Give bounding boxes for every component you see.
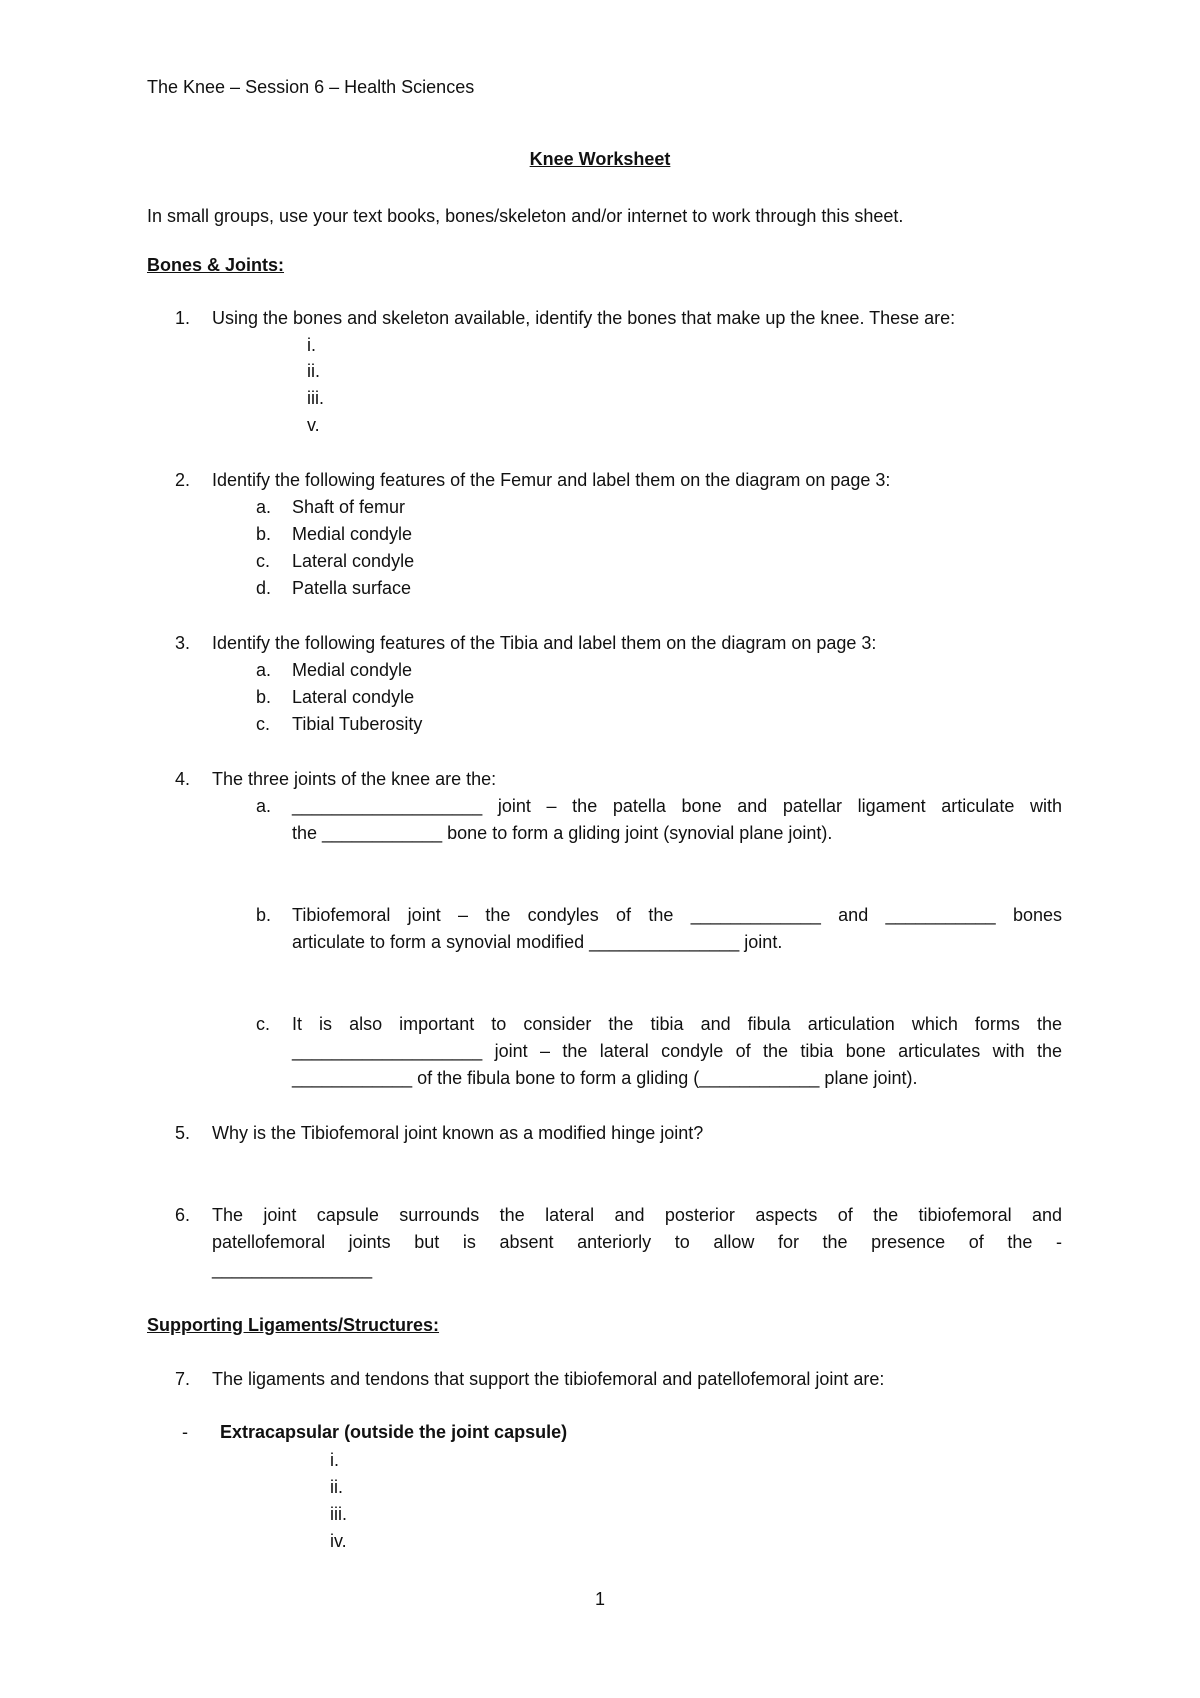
list-letter: c.: [256, 714, 271, 734]
section-heading-bones-joints: Bones & Joints:: [147, 255, 285, 275]
list-item: Medial condyle: [292, 660, 413, 680]
question-number: 4.: [175, 769, 191, 789]
question-1-text: Using the bones and skeleton available, identify the bones that make up the knee. These are:: [212, 308, 956, 328]
question-number: 2.: [175, 470, 191, 490]
list-letter: b.: [256, 905, 272, 925]
page-title: Knee Worksheet: [529, 149, 671, 169]
list-item: Lateral condyle: [292, 687, 415, 707]
list-item: Shaft of femur: [292, 497, 406, 517]
joint-a-line: ___________________ joint – the patella bone and patellar ligament articulate with: [292, 796, 1062, 816]
joint-c-line: ___________________ joint – the lateral condyle of the tibia bone articulates with the: [292, 1041, 1062, 1061]
question-number: 6.: [175, 1205, 191, 1225]
question-6-line: patellofemoral joints but is absent anteriorly to allow for the presence of the -: [212, 1232, 1062, 1252]
question-3-text: Identify the following features of the Tibia and label them on the diagram on page 3:: [212, 633, 877, 653]
joint-c-line: ____________ of the fibula bone to form a gliding (____________ plane joint).: [292, 1068, 918, 1088]
list-item: Lateral condyle: [292, 551, 415, 571]
list-letter: a.: [256, 497, 272, 517]
list-item: Patella surface: [292, 578, 412, 598]
answer-item-numeral: ii.: [307, 361, 320, 381]
answer-item-numeral: v.: [307, 415, 320, 435]
list-item: Tibial Tuberosity: [292, 714, 423, 734]
list-letter: b.: [256, 524, 272, 544]
answer-item-numeral: iii.: [330, 1504, 347, 1524]
question-number: 1.: [175, 308, 191, 328]
list-letter: a.: [256, 796, 272, 816]
list-item: Medial condyle: [292, 524, 413, 544]
question-5-text: Why is the Tibiofemoral joint known as a modified hinge joint?: [212, 1123, 704, 1143]
answer-item-numeral: i.: [330, 1450, 339, 1470]
question-number: 7.: [175, 1369, 191, 1389]
joint-a-line: the ____________ bone to form a gliding joint (synovial plane joint).: [292, 823, 833, 843]
question-4-text: The three joints of the knee are the:: [212, 769, 497, 789]
bullet-dash: -: [182, 1422, 188, 1442]
question-7-text: The ligaments and tendons that support the tibiofemoral and patellofemoral joint are:: [212, 1369, 885, 1389]
list-letter: a.: [256, 660, 272, 680]
section-heading-ligaments: Supporting Ligaments/Structures:: [147, 1315, 440, 1335]
joint-b-line: Tibiofemoral joint – the condyles of the _____________ and ___________ bones: [292, 905, 1062, 925]
question-6-line: The joint capsule surrounds the lateral and posterior aspects of the tibiofemoral and: [212, 1205, 1062, 1225]
list-letter: c.: [256, 551, 271, 571]
question-2-text: Identify the following features of the Femur and label them on the diagram on page 3:: [212, 470, 891, 490]
answer-item-numeral: ii.: [330, 1477, 343, 1497]
running-header: The Knee – Session 6 – Health Sciences: [147, 77, 475, 97]
list-letter: c.: [256, 1014, 271, 1034]
page-number: 1: [594, 1589, 605, 1609]
joint-b-line: articulate to form a synovial modified _______________ joint.: [292, 932, 783, 952]
answer-item-numeral: iii.: [307, 388, 324, 408]
question-number: 5.: [175, 1123, 191, 1143]
list-letter: d.: [256, 578, 272, 598]
list-letter: b.: [256, 687, 272, 707]
question-number: 3.: [175, 633, 191, 653]
joint-c-line: It is also important to consider the tibia and fibula articulation which forms the: [292, 1014, 1062, 1034]
question-6-blank: ________________: [212, 1259, 373, 1279]
answer-item-numeral: i.: [307, 335, 316, 355]
extracapsular-heading: Extracapsular (outside the joint capsule): [220, 1422, 568, 1442]
intro-text: In small groups, use your text books, bones/skeleton and/or internet to work through this sheet.: [147, 206, 904, 226]
answer-item-numeral: iv.: [330, 1531, 347, 1551]
